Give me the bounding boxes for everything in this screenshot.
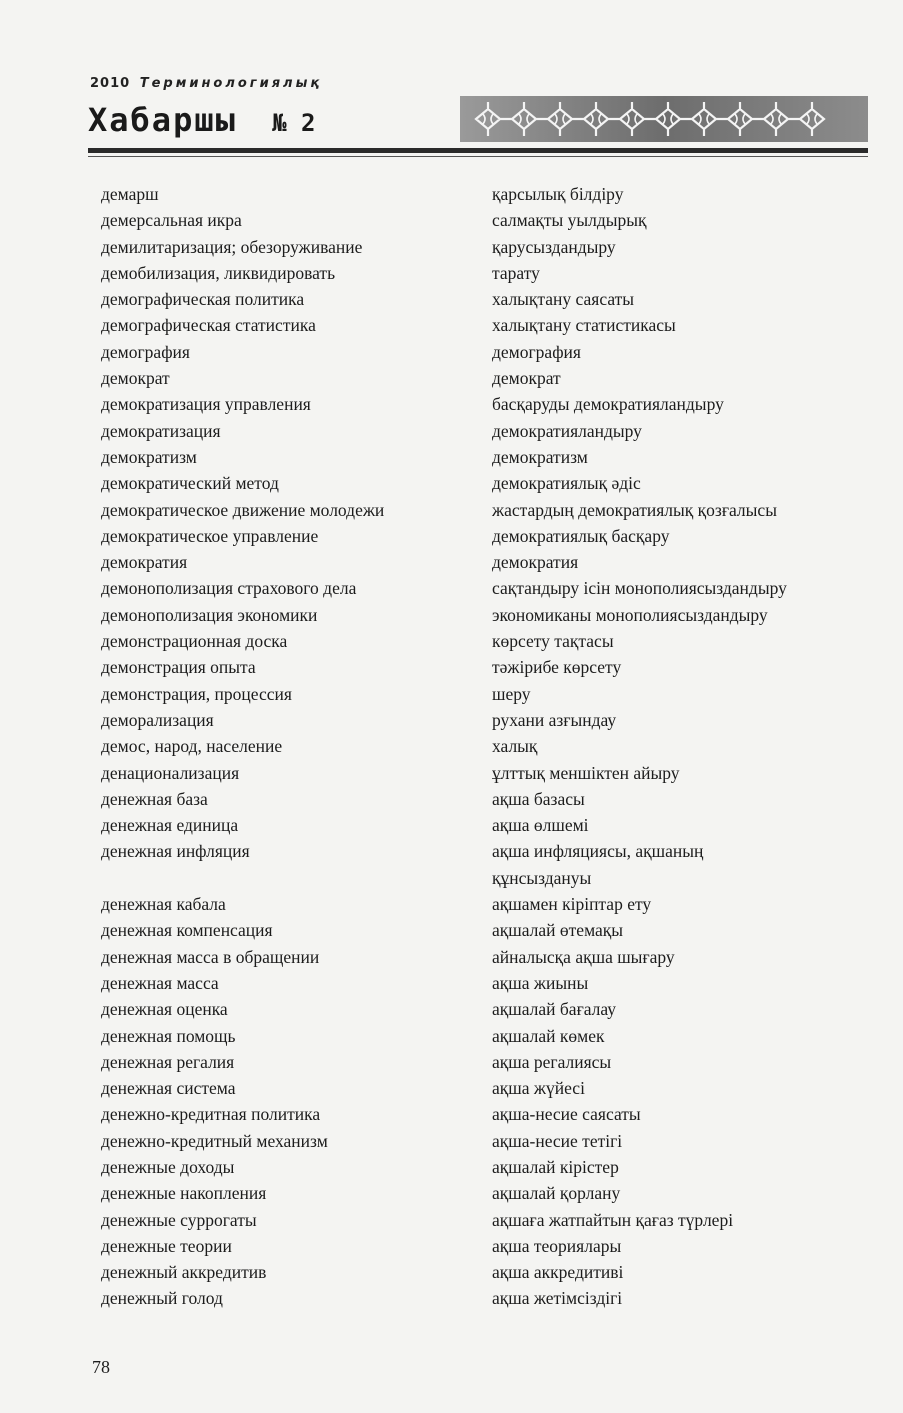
russian-term: денежная кабала: [101, 894, 226, 915]
kazakh-term: экономиканы монополиясыздандыру: [492, 604, 768, 625]
glossary-row: [0, 418, 903, 444]
russian-term: демерсальная икра: [101, 210, 242, 231]
russian-term: денежная помощь: [101, 1025, 236, 1046]
russian-term: демократический метод: [101, 473, 279, 494]
russian-term: денежная оценка: [101, 999, 228, 1020]
russian-term: денежные накопления: [101, 1183, 267, 1204]
kazakh-term: салмақты уылдырық: [492, 210, 647, 231]
kazakh-term: ақша өлшемі: [492, 815, 589, 836]
kazakh-term: ақша жүйесі: [492, 1078, 585, 1099]
kazakh-term: демократизм: [492, 446, 588, 467]
kazakh-term: ақша регалиясы: [492, 1051, 612, 1072]
ornament-band: [460, 96, 868, 142]
kazakh-term: қарсылық білдіру: [492, 184, 624, 204]
russian-term: демократическое движение молодежи: [101, 499, 385, 520]
glossary-row: [0, 497, 903, 523]
glossary-row: [0, 1285, 903, 1311]
russian-term: денежная инфляция: [101, 841, 250, 862]
kazakh-term: демократия: [492, 552, 579, 573]
journal-issue: № 2: [272, 109, 316, 137]
glossary-row: [0, 207, 903, 233]
kazakh-term: демократиялық әдіс: [492, 473, 641, 494]
glossary-row: [0, 549, 903, 575]
kazakh-term: басқаруды демократияландыру: [492, 394, 724, 415]
glossary-row: [0, 1233, 903, 1259]
kazakh-term: ақша инфляциясы, ақшаның құнсыздануы: [492, 841, 704, 888]
russian-term: демография: [101, 341, 190, 362]
page-number: 78: [92, 1357, 110, 1377]
kazakh-term: ақша теориялары: [492, 1235, 622, 1256]
glossary-row: [0, 181, 903, 207]
kazakh-term: ақшалай көмек: [492, 1025, 605, 1046]
russian-term: демарш: [101, 184, 159, 204]
russian-term: денежная единица: [101, 815, 239, 836]
kazakh-term: ақшамен кіріптар ету: [492, 894, 652, 915]
glossary-row: [0, 365, 903, 391]
kazakh-term: тарату: [492, 262, 540, 283]
russian-term: демонстрационная доска: [101, 631, 288, 652]
page-header: [0, 0, 903, 170]
glossary-row: [0, 391, 903, 417]
russian-term: демократия: [101, 552, 188, 573]
kazakh-term: ақша жиыны: [492, 972, 589, 993]
russian-term: демократ: [101, 368, 170, 389]
russian-term: демилитаризация; обезоруживание: [101, 236, 363, 257]
kazakh-term: шеру: [492, 683, 531, 704]
kazakh-term: халықтану статистикасы: [492, 315, 676, 336]
kazakh-term: ақшаға жатпайтын қағаз түрлері: [492, 1209, 734, 1230]
glossary-row: [0, 260, 903, 286]
kazakh-term: ақшалай өтемақы: [492, 920, 624, 941]
header-rule-thick: [88, 148, 868, 153]
kazakh-term: демография: [492, 341, 581, 362]
glossary-row: [0, 1259, 903, 1285]
russian-term: деморализация: [101, 709, 214, 730]
kazakh-term: сақтандыру ісін монополиясыздандыру: [492, 578, 787, 599]
header-rule-thin: [88, 156, 868, 157]
glossary-row: [0, 1207, 903, 1233]
glossary-row: [0, 312, 903, 338]
russian-term: демонстрация опыта: [101, 657, 256, 678]
russian-term: демократизм: [101, 446, 197, 467]
kazakh-term: ақша аккредитиві: [492, 1262, 624, 1283]
kazakh-term: ақша-несие тетігі: [492, 1130, 623, 1151]
glossary-row: [0, 523, 903, 549]
russian-term: денежные теории: [101, 1235, 232, 1256]
russian-term: демократическое управление: [101, 525, 319, 546]
journal-title-line: [88, 101, 315, 139]
russian-term: демонстрация, процессия: [101, 683, 292, 704]
glossary-row: [0, 944, 903, 970]
kazakh-term: айналысқа ақша шығару: [492, 946, 675, 967]
ornament-pattern-icon: [466, 100, 866, 138]
glossary-row: [0, 996, 903, 1022]
russian-term: демобилизация, ликвидировать: [101, 262, 336, 283]
russian-term: демонополизация страхового дела: [101, 578, 357, 599]
russian-term: демографическая политика: [101, 289, 305, 310]
russian-term: денежная масса: [101, 972, 219, 993]
glossary-row: [0, 1128, 903, 1154]
kazakh-term: демократиялық басқару: [492, 525, 670, 546]
glossary-row: [0, 575, 903, 601]
russian-term: денежная база: [101, 788, 208, 809]
journal-title: Хабаршы: [88, 101, 237, 139]
glossary-row: [0, 654, 903, 680]
russian-term: денежная регалия: [101, 1051, 235, 1072]
russian-term: денежная компенсация: [101, 920, 273, 941]
russian-term: демократизация управления: [101, 394, 311, 415]
glossary-row: [0, 733, 903, 759]
russian-term: демос, народ, население: [101, 736, 283, 757]
glossary-row: [0, 786, 903, 812]
russian-term: денежные доходы: [101, 1156, 235, 1177]
russian-term: денежная масса в обращении: [101, 946, 320, 967]
kazakh-term: ақша-несие саясаты: [492, 1104, 641, 1125]
glossary-row: [0, 917, 903, 943]
glossary-row: [0, 1180, 903, 1206]
journal-subtitle-line: [90, 76, 322, 91]
glossary-row: [0, 891, 903, 917]
russian-term: денежно-кредитная политика: [101, 1104, 321, 1125]
kazakh-term: көрсету тақтасы: [492, 631, 614, 652]
kazakh-term: ақша базасы: [492, 788, 585, 809]
kazakh-term: ақшалай кірістер: [492, 1156, 619, 1177]
kazakh-term: жастардың демократиялық қозғалысы: [492, 499, 777, 520]
glossary-row: [0, 1049, 903, 1075]
kazakh-term: ақшалай қорлану: [492, 1183, 621, 1204]
glossary-row: [0, 1101, 903, 1127]
glossary-row: [0, 681, 903, 707]
glossary-row: [0, 286, 903, 312]
journal-subtitle: Терминологиялық: [139, 76, 323, 91]
kazakh-term: ұлттық меншіктен айыру: [492, 762, 680, 783]
russian-term: демонополизация экономики: [101, 604, 318, 625]
russian-term: демократизация: [101, 420, 221, 441]
kazakh-term: демократияландыру: [492, 420, 642, 441]
kazakh-term: рухани азғындау: [492, 709, 617, 730]
glossary-row: [0, 1075, 903, 1101]
kazakh-term: халықтану саясаты: [492, 289, 635, 310]
glossary-row: [0, 760, 903, 786]
glossary-row: [0, 602, 903, 628]
glossary-row: [0, 444, 903, 470]
kazakh-term: ақшалай бағалау: [492, 999, 617, 1020]
russian-term: демографическая статистика: [101, 315, 316, 336]
russian-term: денежный голод: [101, 1288, 223, 1309]
glossary-row: [0, 339, 903, 365]
russian-term: денежная система: [101, 1078, 236, 1099]
glossary-row: [0, 470, 903, 496]
kazakh-term: халық: [492, 736, 538, 757]
russian-term: денежно-кредитный механизм: [101, 1130, 328, 1151]
glossary-row: [0, 234, 903, 260]
glossary-row: [0, 812, 903, 838]
glossary-row: [0, 1023, 903, 1049]
russian-term: денежные суррогаты: [101, 1209, 257, 1230]
russian-term: денежный аккредитив: [101, 1262, 267, 1283]
kazakh-term: ақша жетімсіздігі: [492, 1288, 623, 1309]
glossary-row: [0, 707, 903, 733]
kazakh-term: тәжірибе көрсету: [492, 657, 622, 678]
russian-term: денационализация: [101, 762, 240, 783]
glossary-row: [0, 970, 903, 996]
kazakh-term: демократ: [492, 368, 561, 389]
glossary-row: [0, 838, 903, 891]
glossary-row: [0, 1154, 903, 1180]
glossary-row: [0, 628, 903, 654]
journal-year: 2010: [90, 76, 131, 91]
kazakh-term: қарусыздандыру: [492, 236, 616, 257]
glossary-entries: [0, 181, 903, 1312]
